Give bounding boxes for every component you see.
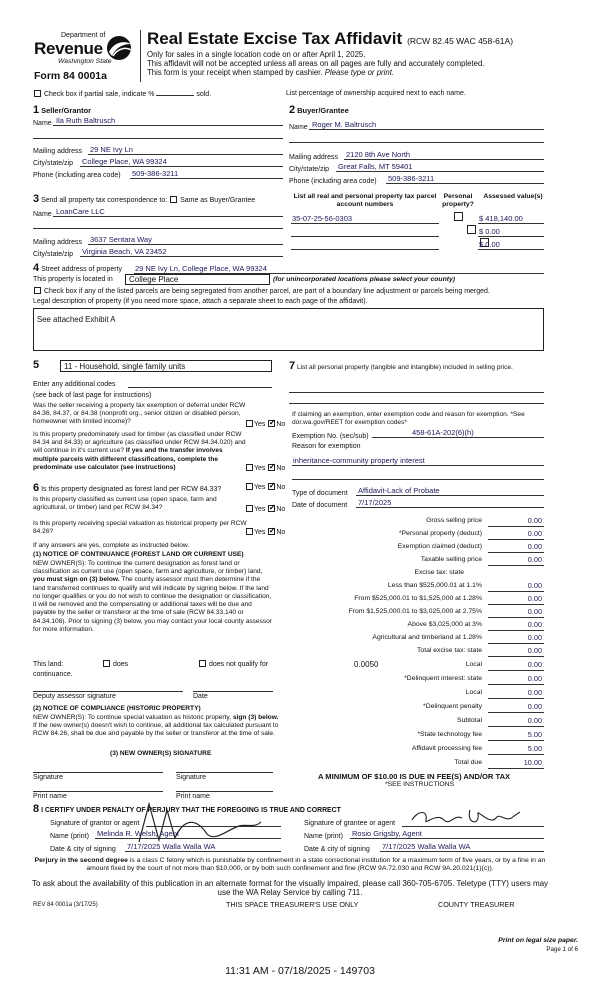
tax-row: Subtotal 0.00 bbox=[457, 715, 542, 725]
tax-value-field[interactable]: 0.00 bbox=[488, 608, 544, 618]
buyer-mailing-field[interactable]: 2120 8th Ave North bbox=[344, 148, 544, 160]
current-use-yes-checkbox[interactable] bbox=[246, 505, 253, 512]
seller-city-field[interactable]: College Place, WA 99324 bbox=[80, 155, 283, 167]
seller-name-field[interactable]: Ila Ruth Baltrusch bbox=[53, 114, 283, 126]
parcel-number-field[interactable]: 35-07-25-56-0303 bbox=[291, 212, 439, 224]
tax-row: Exemption claimed (deduct) 0.00 bbox=[397, 541, 542, 551]
partial-percent-field[interactable] bbox=[156, 95, 194, 96]
personal-property-checkbox[interactable] bbox=[467, 225, 476, 234]
state-name: Washington State bbox=[58, 58, 112, 65]
tax-row: *Delinquent interest: state 0.00 bbox=[404, 673, 542, 683]
ownership-note: List percentage of ownership acquired next to each name. bbox=[286, 90, 466, 97]
buyer-phone-field[interactable]: 509-386-3211 bbox=[386, 172, 544, 184]
form-number: Form 84 0001a bbox=[34, 70, 107, 82]
tax-value-field[interactable]: 0.00 bbox=[488, 675, 544, 685]
legal-paper-note: Print on legal size paper. bbox=[498, 937, 578, 944]
tax-row: From $1,525,000.01 to $3,025,000 at 2.75% 0.00 bbox=[348, 606, 542, 616]
timber-yes-checkbox[interactable] bbox=[246, 464, 253, 471]
location-select[interactable]: College Place bbox=[125, 274, 270, 285]
exemption-yes-checkbox[interactable] bbox=[246, 420, 253, 427]
tax-row: *Personal property (deduct) 0.00 bbox=[398, 528, 542, 538]
document-type-field[interactable]: Affidavit-Lack of Probate bbox=[356, 484, 544, 496]
dept-line: Department of bbox=[61, 32, 106, 39]
forest-yes-checkbox[interactable] bbox=[246, 483, 253, 490]
exemption-no-checkbox[interactable] bbox=[268, 420, 275, 427]
header-divider bbox=[140, 30, 141, 82]
tax-row: Local 0.00 bbox=[465, 687, 542, 697]
tax-value-field[interactable]: 0.00 bbox=[488, 647, 544, 657]
partial-sale-checkbox[interactable] bbox=[34, 90, 41, 97]
assessed-value-field[interactable]: $ 418,140.00 bbox=[478, 212, 544, 224]
buyer-city-field[interactable]: Great Falls, MT 59401 bbox=[336, 160, 544, 172]
notice-1: Only for sales in a single location code on or after April 1, 2025. bbox=[147, 50, 366, 59]
tax-row: *Delinquent penalty 0.00 bbox=[423, 701, 542, 711]
tax-row: Agricultural and timberland at 1.28% 0.00 bbox=[372, 632, 542, 642]
seller-mailing-field[interactable]: 29 NE Ivy Ln bbox=[88, 143, 283, 155]
grantee-date-field[interactable]: 7/17/2025 Walla Walla WA bbox=[380, 841, 544, 852]
land-does-not-checkbox[interactable] bbox=[199, 660, 206, 667]
tax-row: Affidavit processing fee 5.00 bbox=[411, 743, 542, 753]
tax-value-field[interactable]: 0.00 bbox=[488, 717, 544, 727]
alt-format-notice: To ask about the availability of this publication in an alternate format for the visually impaired, please call 360-705-6705. Teletype (TTY) users may use the WA Relay Service by calling 711. bbox=[31, 879, 549, 898]
tax-value-field[interactable]: 0.00 bbox=[488, 530, 544, 540]
parcel-number-field[interactable] bbox=[291, 238, 439, 250]
tax-value-field[interactable]: 0.00 bbox=[488, 621, 544, 631]
segregated-parcel-checkbox[interactable] bbox=[34, 287, 41, 294]
tax-value-field[interactable]: 0.00 bbox=[488, 595, 544, 605]
form-title: Real Estate Excise Tax Affidavit (RCW 82.45 WAC 458-61A) bbox=[147, 29, 514, 48]
legal-description-box[interactable]: See attached Exhibit A bbox=[33, 308, 544, 351]
tax-value-field[interactable]: 0.00 bbox=[488, 582, 544, 592]
parcel-number-field[interactable] bbox=[291, 225, 439, 237]
buyer-name-field[interactable]: Roger M. Baltrusch bbox=[309, 118, 544, 130]
county-treasurer: COUNTY TREASURER bbox=[438, 900, 515, 909]
tax-row: *State technology fee 5.00 bbox=[417, 729, 542, 739]
grantee-name-field[interactable]: Rosio Grigsby, Agent bbox=[350, 828, 544, 839]
correspondence-mailing-field[interactable]: 3637 Sentara Way bbox=[88, 233, 283, 245]
grantor-name-field[interactable]: Melinda R. Welsh, Agent bbox=[95, 828, 281, 839]
tax-value-field[interactable]: 10.00 bbox=[488, 759, 544, 769]
forest-no-checkbox[interactable] bbox=[268, 483, 275, 490]
tax-value-field[interactable]: 0.00 bbox=[488, 703, 544, 713]
additional-codes-field[interactable] bbox=[128, 379, 272, 388]
tax-row: Total excise tax: state 0.00 bbox=[417, 645, 542, 655]
correspondence-city-field[interactable]: Virginia Beach, VA 23452 bbox=[80, 245, 283, 257]
tax-row: From $525,000.01 to $1,525,000 at 1.28% 0.00 bbox=[354, 593, 542, 603]
tax-row: 0.0050 Local 0.00 bbox=[354, 659, 542, 669]
historic-no-checkbox[interactable] bbox=[268, 528, 275, 535]
property-street-field[interactable]: 29 NE Ivy Ln, College Place, WA 99324 bbox=[134, 262, 544, 274]
seller-phone-field[interactable]: 509-386-3211 bbox=[130, 167, 283, 179]
perjury-notice: Perjury in the second degree is a class C felony which is punishable by confinement in a state correctional institution for a maximum term of five years, or by a fine in an amount fixed by the court of not more than $10,000, or by both such confinement and fine (RCW 9A.72.030 and RCW 9A.20.021(1)(c)). bbox=[34, 857, 546, 873]
timber-no-checkbox[interactable] bbox=[268, 464, 275, 471]
tax-row: Taxable selling price 0.00 bbox=[420, 554, 542, 564]
treasurer-use: THIS SPACE TREASURER'S USE ONLY bbox=[226, 900, 359, 909]
assessed-value-field[interactable]: $ 0.00 bbox=[478, 225, 544, 237]
dept-name: Revenue bbox=[34, 39, 103, 58]
exemption-reason-field[interactable]: inheritance-community property interest bbox=[292, 454, 544, 466]
recording-stamp: 11:31 AM - 07/18/2025 - 149703 bbox=[225, 965, 375, 977]
revision: REV 84 0001a (3/17/25) bbox=[33, 902, 98, 908]
grantee-signature-mark bbox=[410, 806, 526, 830]
current-use-no-checkbox[interactable] bbox=[268, 505, 275, 512]
tax-row: Total due 10.00 bbox=[454, 757, 542, 767]
tax-value-field[interactable]: 5.00 bbox=[488, 745, 544, 755]
same-as-buyer-checkbox[interactable] bbox=[170, 196, 177, 203]
assessed-value-field[interactable]: $ 0.00 bbox=[478, 238, 544, 250]
land-use-select[interactable]: 11 - Household, single family units bbox=[60, 360, 272, 372]
notice-3: This form is your receipt when stamped by cashier. Please type or print. bbox=[147, 68, 395, 77]
land-does-checkbox[interactable] bbox=[103, 660, 110, 667]
grantor-date-field[interactable]: 7/17/2025 Walla Walla WA bbox=[125, 841, 281, 852]
tax-row: Less than $525,000.01 at 1.1% 0.00 bbox=[387, 580, 542, 590]
grantor-signature-mark bbox=[135, 800, 265, 846]
notice-2: This affidavit will not be accepted unless all areas on all pages are fully and accurately completed. bbox=[147, 59, 485, 68]
partial-sale-row: Check box if partial sale, indicate % sold. bbox=[33, 90, 211, 99]
tax-value-field[interactable]: 0.00 bbox=[488, 689, 544, 699]
tax-value-field[interactable]: 0.00 bbox=[488, 634, 544, 644]
dor-logo bbox=[34, 32, 134, 70]
tax-value-field[interactable]: 0.00 bbox=[488, 517, 544, 527]
tax-value-field[interactable]: 5.00 bbox=[488, 731, 544, 741]
correspondence-name-field[interactable]: LoanCare LLC bbox=[53, 205, 283, 217]
historic-yes-checkbox[interactable] bbox=[246, 528, 253, 535]
tax-value-field[interactable]: 0.00 bbox=[488, 661, 544, 671]
dor-swoosh-icon bbox=[104, 34, 134, 62]
local-rate: 0.0050 bbox=[354, 659, 379, 669]
exemption-number-field[interactable]: 458-61A-202(6)(h) bbox=[372, 426, 544, 438]
page-number: Page 1 of 6 bbox=[546, 946, 578, 953]
parcel-table: List all real and personal property tax parcel account numbers Personal property? Assessed value(s) 35-07-25-56-0303 $ 418,140.00 $ 0.00 $ 0.00 bbox=[292, 193, 543, 249]
tax-row: Gross selling price 0.00 bbox=[426, 515, 542, 525]
tax-value-field[interactable]: 0.00 bbox=[488, 556, 544, 566]
document-date-field[interactable]: 7/17/2025 bbox=[356, 496, 544, 508]
tax-row: Above $3,025,000 at 3% 0.00 bbox=[407, 619, 542, 629]
tax-row: Excise tax: state bbox=[414, 569, 464, 577]
tax-value-field[interactable]: 0.00 bbox=[488, 543, 544, 553]
personal-property-checkbox[interactable] bbox=[454, 212, 463, 221]
